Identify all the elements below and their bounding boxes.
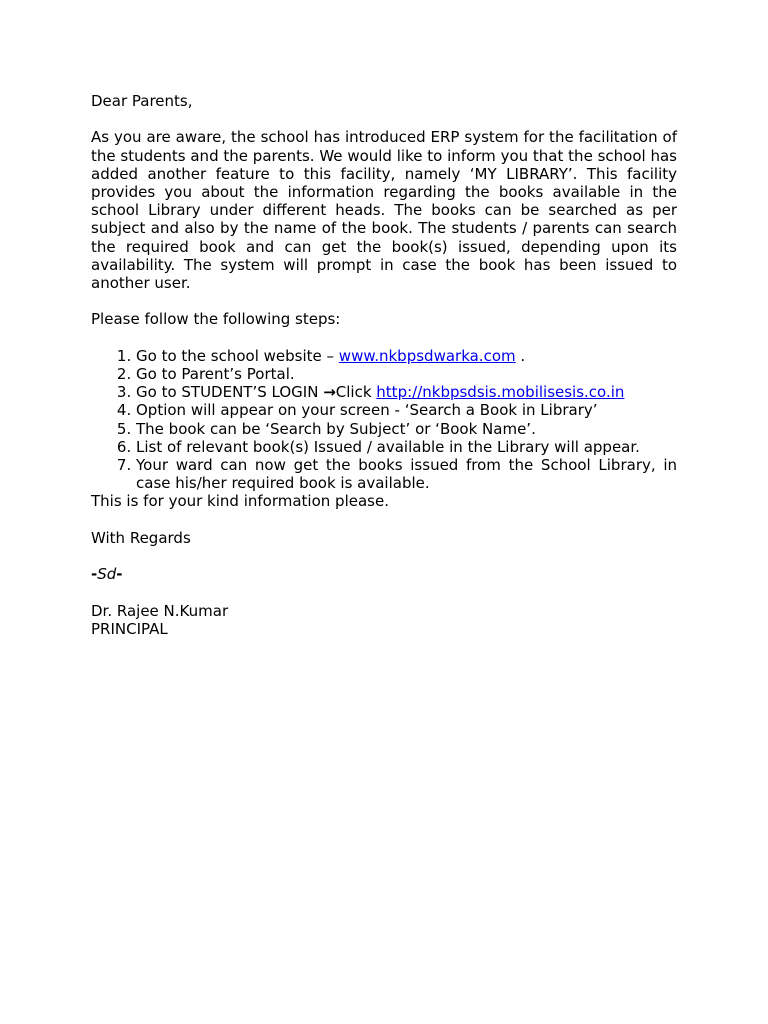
student-login-link[interactable]: http://nkbpsdsis.mobilisesis.co.in [376,383,625,402]
closing-info: This is for your kind information please. [91,492,389,511]
signature-dash: - [91,565,98,584]
intro-paragraph: As you are aware, the school has introduced ERP system for the facilitation of the students and the parents. We would like to inform you that the school has added another feature to this facility, namely ‘MY LIBRARY’. This facility provides you about the information regarding the books available in the school Library under different heads. The books can be searched as per subject and also by the name of the book. The students / parents can search the required book and can get the book(s) issued, depending upon its availability. The system will prompt in case the book has been issued to another user. [91,128,677,293]
signer-name: Dr. Rajee N.Kumar [91,601,229,620]
step-text: Go to STUDENT’S LOGIN [136,383,324,402]
list-item: 2. Go to Parent’s Portal. [136,365,677,383]
salutation: Dear Parents, [91,92,193,110]
list-item: 5. The book can be ‘Search by Subject’ or ‘Book Name’. [136,420,677,438]
list-item [136,383,677,401]
signer-title: PRINCIPAL [91,619,168,638]
steps-list [91,347,677,493]
list-item: 7. Your ward can now get the books issued from the School Library, in case his/her required book is available. [136,456,677,492]
arrow-right-icon: → [323,383,336,402]
steps-heading: Please follow the following steps: [91,310,341,329]
step-text: . [515,346,526,365]
signature-text: Sd [97,565,117,584]
letter-body [91,92,677,638]
list-item: 6. List of relevant book(s) Issued / available in the Library will appear. [136,438,677,456]
list-item: 4. Option will appear on your screen - ‘Search a Book in Library’ [136,401,677,419]
school-website-link[interactable]: www.nkbpsdwarka.com [338,346,516,365]
signature-dash: - [116,565,123,584]
signature [91,565,677,583]
regards: With Regards [91,528,191,547]
list-item [136,347,677,365]
step-text: Click [335,383,377,402]
step-text: Go to the school website – [136,346,339,365]
